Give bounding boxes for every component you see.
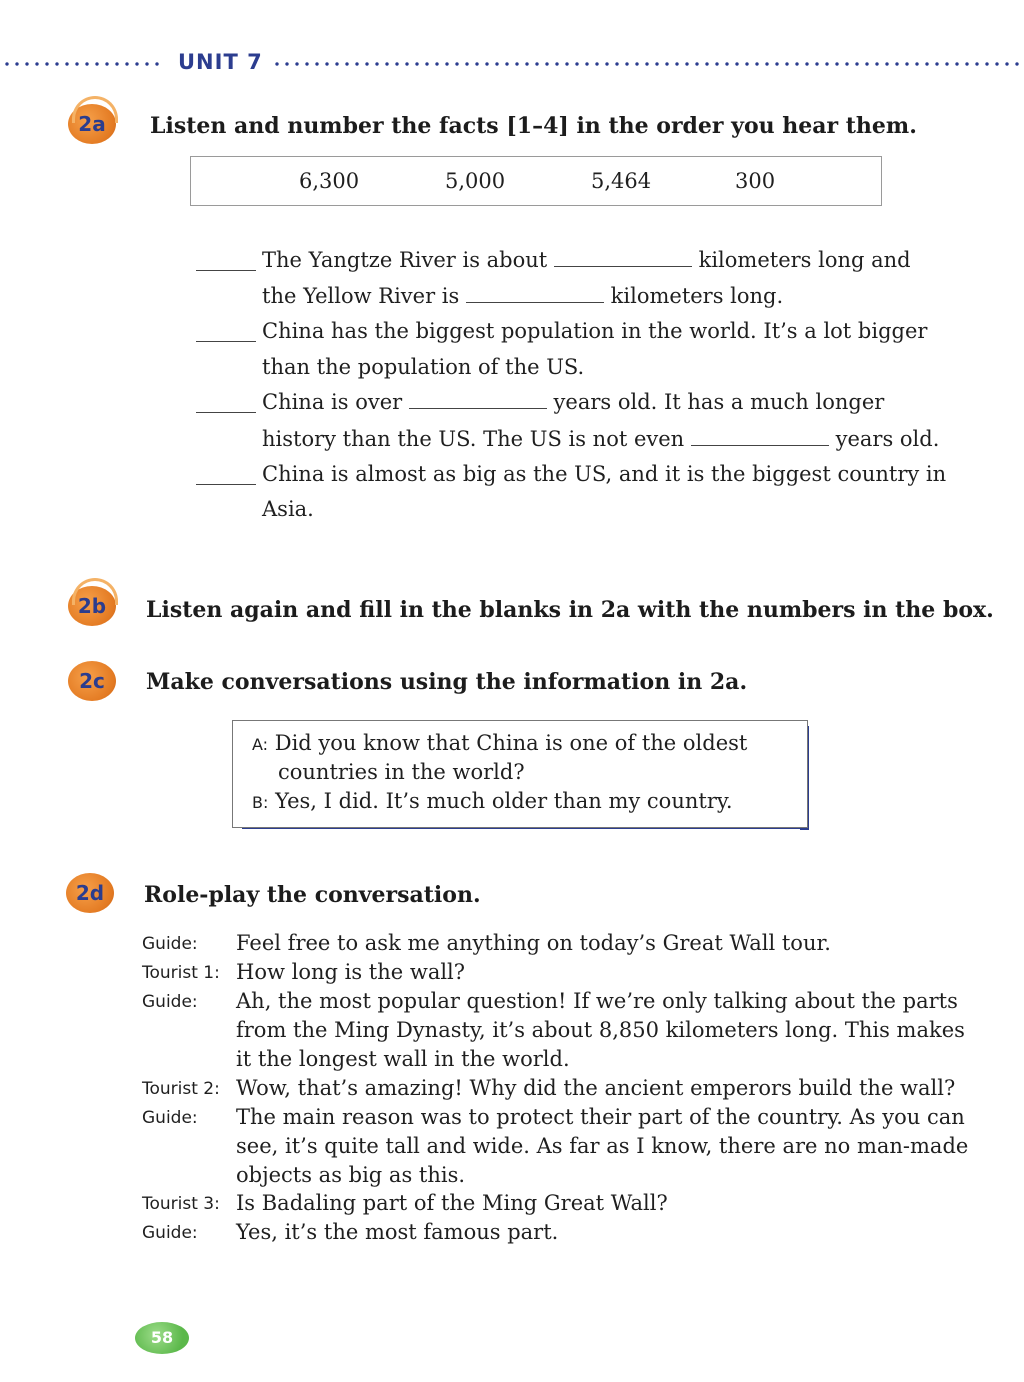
dialogue-line: Feel free to ask me anything on today’s Great Wall tour. [236,931,831,955]
fact-4-line-1: China is almost as big as the US, and it is the biggest country in [262,462,947,486]
dialogue-line: see, it’s quite tall and wide. As far as I know, there are no man-made [236,1134,969,1158]
order-blank-2[interactable] [196,341,256,342]
fact-4-line-2: Asia. [262,497,314,521]
speaker-label: Guide: [142,1108,198,1128]
order-blank-4[interactable] [196,484,256,485]
convo-line-a-2: countries in the world? [278,760,525,784]
speaker-label: Tourist 2: [142,1079,220,1099]
section-2c-badge: 2c [68,661,116,701]
fill-blank[interactable] [554,248,692,267]
number-option: 6,300 [299,169,360,193]
convo-line-a-1: A: Did you know that China is one of the oldest [252,731,748,755]
fill-blank[interactable] [691,427,829,446]
convo-line-b-1: B: Yes, I did. It’s much older than my country. [252,789,733,813]
header-dots-right [272,61,1022,67]
fact-2-line-1: China has the biggest population in the world. It’s a lot bigger [262,319,928,343]
dialogue-line: How long is the wall? [236,960,466,984]
dialogue-line: objects as big as this. [236,1163,466,1187]
order-blank-1[interactable] [196,270,256,271]
fact-3-line-2: history than the US. The US is not even years old. [262,427,940,451]
fill-blank[interactable] [466,284,604,303]
number-option: 5,000 [445,169,506,193]
section-2b-badge: 2b [68,586,116,626]
unit-title: UNIT 7 [178,50,263,74]
dialogue-line: it the longest wall in the world. [236,1047,570,1071]
number-box [190,156,882,206]
speaker-a-label: A: [252,735,269,754]
dialogue-line: Yes, it’s the most famous part. [236,1220,559,1244]
section-2d-badge: 2d [66,873,114,913]
fact-2-line-2: than the population of the US. [262,355,585,379]
page-number: 58 [135,1322,189,1354]
dialogue-line: The main reason was to protect their part of the country. As you can [236,1105,965,1129]
number-option: 5,464 [591,169,652,193]
speaker-label: Tourist 1: [142,963,220,983]
fact-1-line-2: the Yellow River is kilometers long. [262,284,784,308]
speaker-label: Guide: [142,992,198,1012]
section-2c-instruction: Make conversations using the information in 2a. [146,669,748,695]
fill-blank[interactable] [409,390,547,409]
dialogue-line: Is Badaling part of the Ming Great Wall? [236,1191,668,1215]
section-2a-instruction: Listen and number the facts [1–4] in the order you hear them. [150,113,917,139]
fact-1-line-1: The Yangtze River is about kilometers long and [262,248,911,272]
section-2d-instruction: Role-play the conversation. [144,882,481,908]
fact-3-line-1: China is over years old. It has a much longer [262,390,885,414]
number-option: 300 [735,169,776,193]
speaker-label: Tourist 3: [142,1194,220,1214]
header-dots-left [2,61,162,67]
dialogue-line: Ah, the most popular question! If we’re only talking about the parts [236,989,958,1013]
section-2b-instruction: Listen again and fill in the blanks in 2a with the numbers in the box. [146,597,994,623]
section-2a-badge: 2a [68,104,116,144]
speaker-b-label: B: [252,793,269,812]
dialogue-line: from the Ming Dynasty, it’s about 8,850 kilometers long. This makes [236,1018,965,1042]
dialogue-line: Wow, that’s amazing! Why did the ancient emperors build the wall? [236,1076,956,1100]
speaker-label: Guide: [142,934,198,954]
speaker-label: Guide: [142,1223,198,1243]
order-blank-3[interactable] [196,412,256,413]
